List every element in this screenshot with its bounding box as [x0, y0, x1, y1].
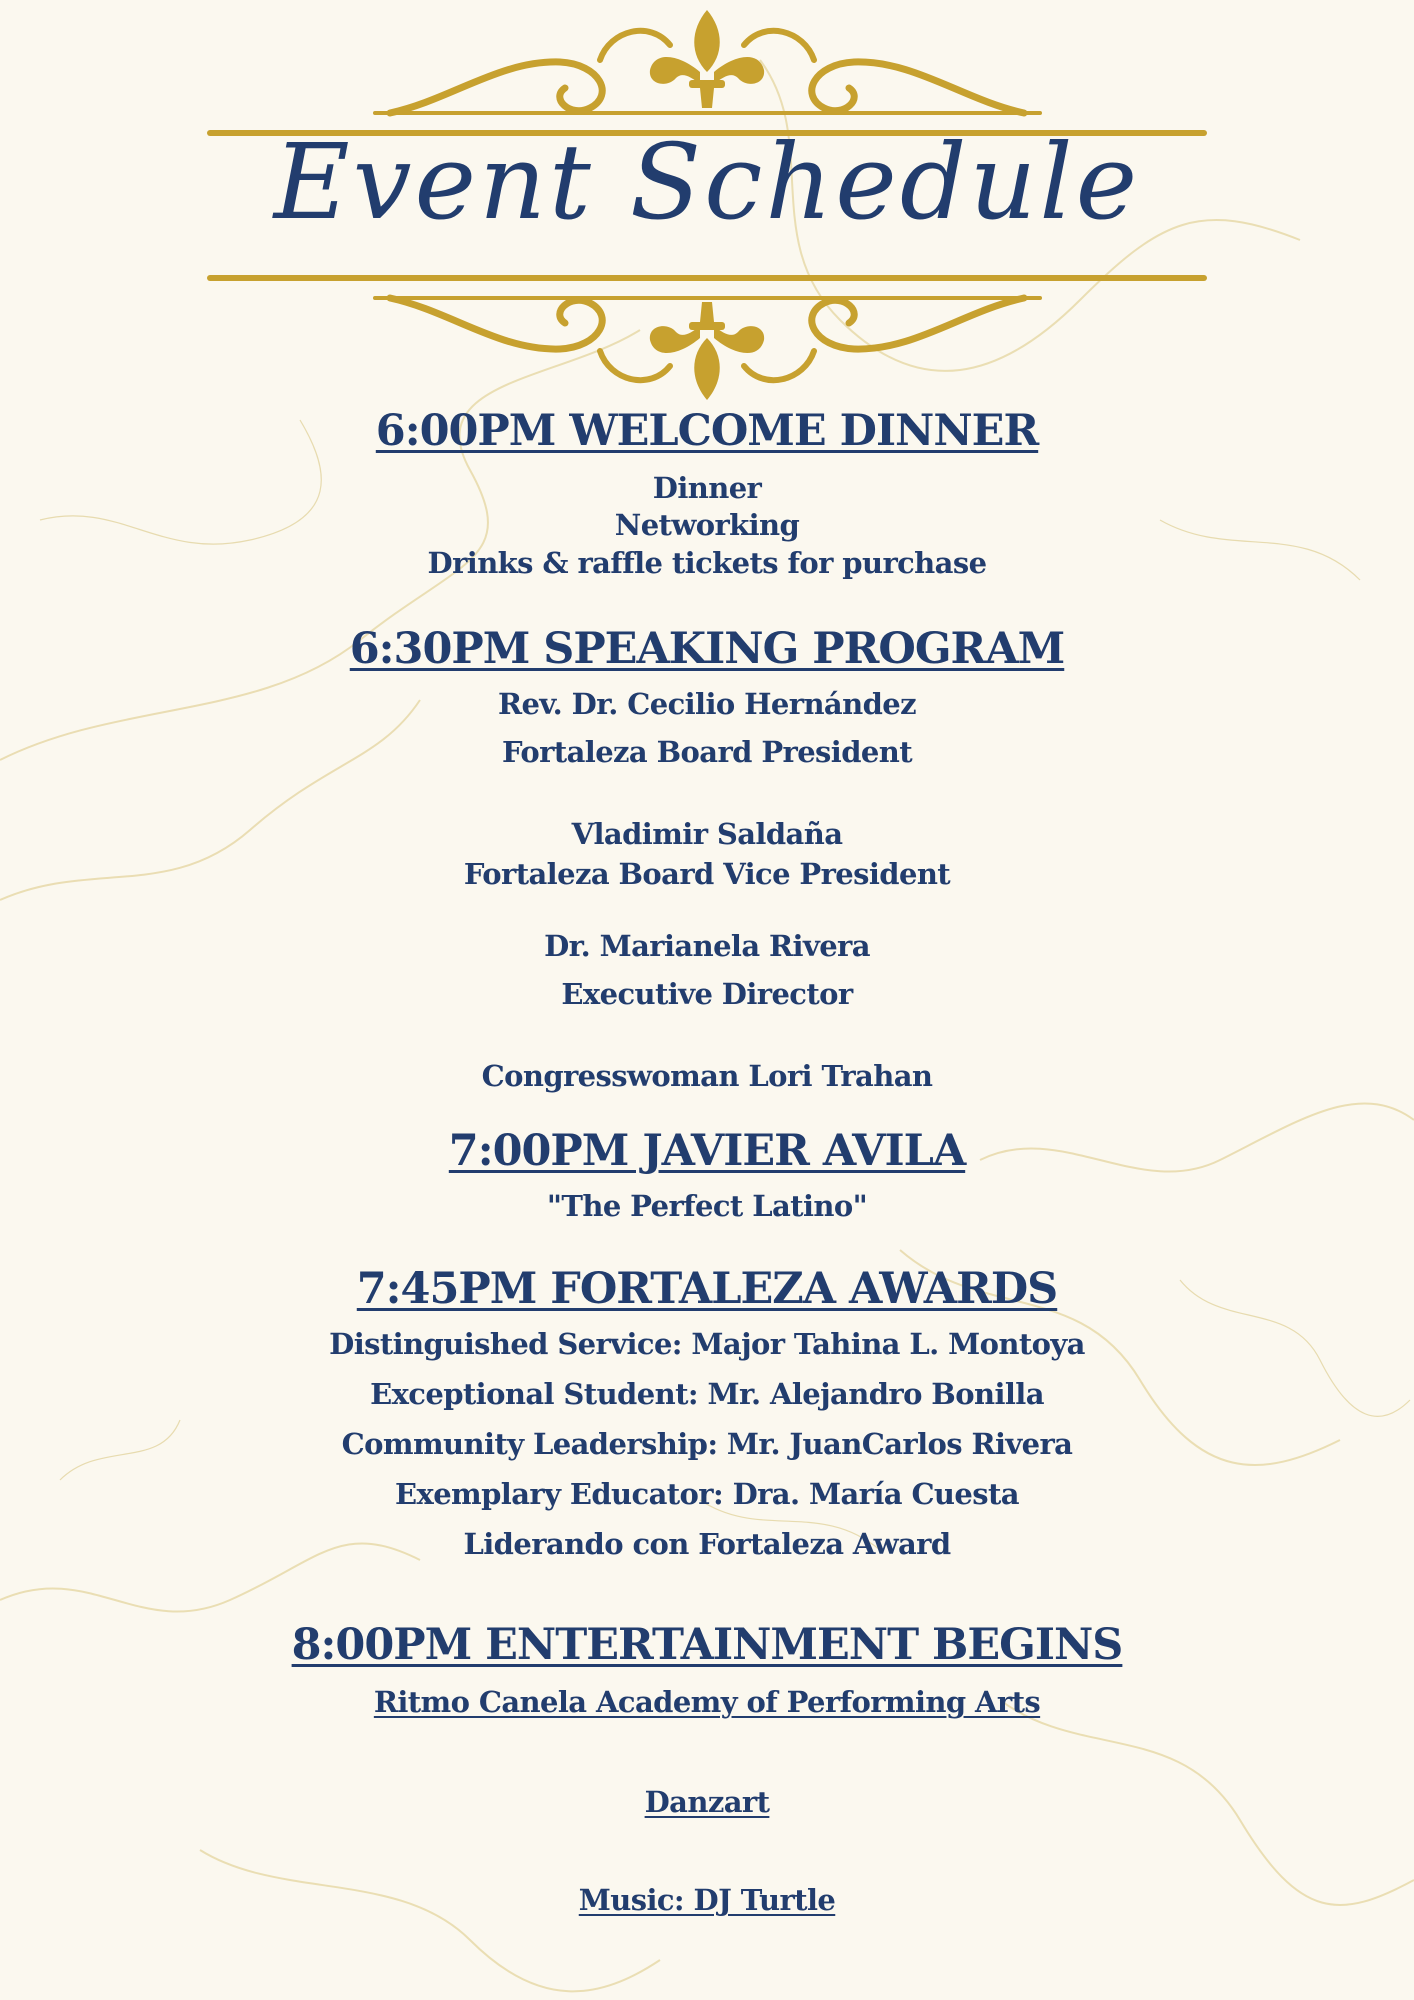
page-title: Event Schedule: [273, 121, 1141, 243]
speaker-name: Dr. Marianela Rivera: [544, 929, 870, 963]
section-heading-speaking-program: 6:30PM SPEAKING PROGRAM: [349, 624, 1065, 674]
section-heading-javier-avila: 7:00PM JAVIER AVILA: [448, 1126, 966, 1176]
speaker-name: Congresswoman Lori Trahan: [481, 1059, 933, 1093]
speaker-name: Rev. Dr. Cecilio Hernández: [498, 687, 916, 721]
award-item: Exceptional Student: Mr. Alejandro Bonilla: [370, 1377, 1044, 1411]
section-heading-welcome-dinner: 6:00PM WELCOME DINNER: [375, 406, 1039, 456]
award-item: Distinguished Service: Major Tahina L. Montoya: [329, 1327, 1085, 1361]
schedule-item: Drinks & raffle tickets for purchase: [427, 546, 987, 580]
speaker-title: Fortaleza Board President: [501, 735, 913, 769]
performer-item: Ritmo Canela Academy of Performing Arts: [373, 1685, 1041, 1719]
section-heading-entertainment-begins: 8:00PM ENTERTAINMENT BEGINS: [291, 1620, 1123, 1670]
speaker-name: Vladimir Saldaña: [571, 817, 843, 851]
performer-item: Music: DJ Turtle: [578, 1883, 836, 1917]
speaker-title: Executive Director: [561, 977, 853, 1011]
section-heading-fortaleza-awards: 7:45PM FORTALEZA AWARDS: [356, 1264, 1058, 1314]
performance-title: "The Perfect Latino": [546, 1189, 868, 1223]
schedule-item: Networking: [614, 508, 800, 542]
award-item: Liderando con Fortaleza Award: [463, 1527, 951, 1561]
award-item: Community Leadership: Mr. JuanCarlos Rivera: [341, 1427, 1073, 1461]
award-item: Exemplary Educator: Dra. María Cuesta: [395, 1477, 1019, 1511]
speaker-title: Fortaleza Board Vice President: [463, 857, 951, 891]
performer-item: Danzart: [644, 1785, 770, 1819]
schedule-item: Dinner: [652, 471, 762, 505]
